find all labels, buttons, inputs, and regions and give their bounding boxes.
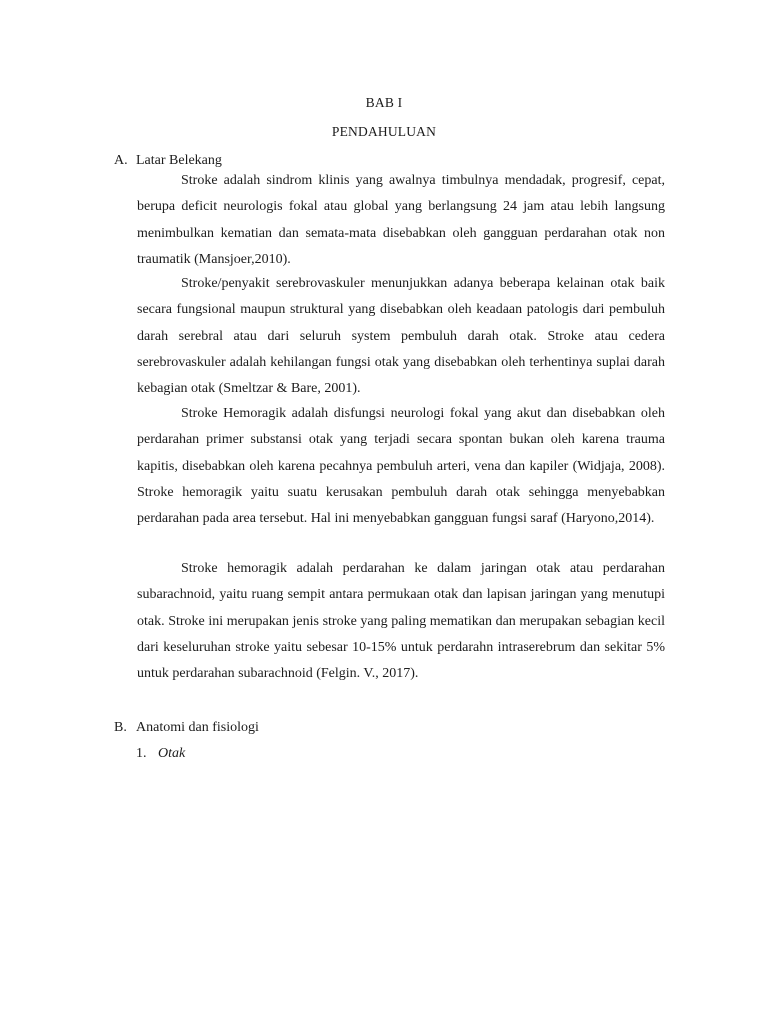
subsection-1-heading bbox=[136, 746, 336, 766]
section-b-title: Anatomi dan fisiologi bbox=[136, 720, 259, 735]
paragraph-2: Stroke/penyakit serebrovaskuler menunjukkan adanya beberapa kelainan otak baik secara fungsional maupun struktural yang disebabkan oleh keadaan patologis dari pembuluh darah serebral atau dari seluruh system pembuluh darah otak. Stroke atau cedera serebrovaskuler adalah kehilangan fungsi otak yang disebabkan oleh terhentinya suplai darah kebagian otak (Smeltzar & Bare, 2001). bbox=[137, 276, 665, 397]
section-a-title: Latar Belekang bbox=[136, 153, 222, 168]
paragraph-1: Stroke adalah sindrom klinis yang awalnya timbulnya mendadak, progresif, cepat, berupa deficit neurologis fokal atau global yang berlangsung 24 jam atau lebih langsung menimbulkan kematian dan semata-mata disebabkan oleh gangguan perdarahan otak non traumatik (Mansjoer,2010). bbox=[137, 173, 665, 267]
subsection-1-title: Otak bbox=[158, 746, 186, 761]
section-b-label: B. bbox=[114, 720, 127, 735]
section-a-label: A. bbox=[114, 153, 128, 168]
chapter-number: BAB I bbox=[365, 95, 403, 110]
chapter-title: PENDAHULUAN bbox=[331, 124, 437, 139]
paragraph-4: Stroke hemoragik adalah perdarahan ke dalam jaringan otak atau perdarahan subarachnoid, yaitu ruang sempit antara permukaan otak dan lapisan jaringan yang menutupi otak. Stroke ini merupakan jenis stroke yang paling mematikan dan merupakan sebagian kecil dari keseluruhan stroke yaitu sebesar 10-15% untuk perdarahn intraserebrum dan sekitar 5% untuk perdarahan subarachnoid (Felgin. V., 2017). bbox=[137, 561, 665, 682]
subsection-1-label: 1. bbox=[136, 746, 147, 761]
paragraph-3: Stroke Hemoragik adalah disfungsi neurologi fokal yang akut dan disebabkan oleh perdarahan primer substansi otak yang terjadi secara spontan bukan oleh karena trauma kapitis, disebabkan oleh karena pecahnya pembuluh arteri, vena dan kapiler (Widjaja, 2008). Stroke hemoragik yaitu suatu kerusakan pembuluh darah otak sehingga menyebabkan perdarahan pada area tersebut. Hal ini menyebabkan gangguan fungsi saraf (Haryono,2014). bbox=[137, 406, 665, 527]
section-b-heading bbox=[114, 720, 414, 740]
